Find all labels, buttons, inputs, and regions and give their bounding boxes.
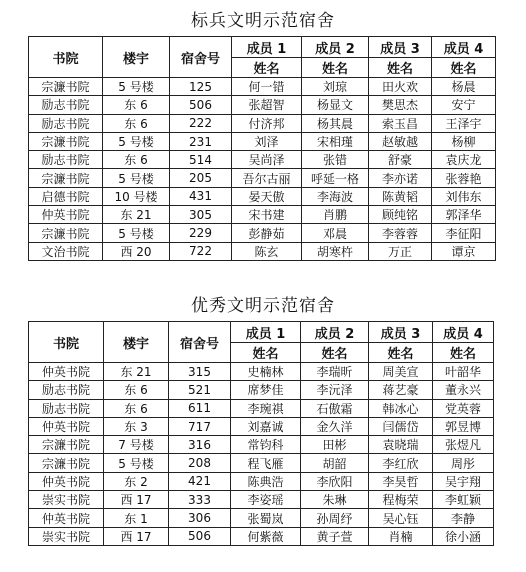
cell-member-2: 金久洋: [301, 417, 369, 435]
table-row: [29, 491, 494, 509]
cell-room: 305: [170, 206, 232, 224]
cell-room: 506: [169, 527, 231, 545]
cell-member-2: 呼延一格: [302, 169, 369, 187]
table-row: [29, 187, 496, 205]
cell-room: 125: [170, 78, 232, 96]
header-academy: 书院: [29, 322, 104, 363]
table-row: [29, 381, 494, 399]
cell-member-1: 吴尚泽: [232, 151, 302, 169]
cell-building: 5 号楼: [103, 224, 170, 242]
header-name: 姓名: [432, 58, 496, 78]
cell-member-2: 邓晨: [302, 224, 369, 242]
cell-member-2: 李瑞昕: [301, 363, 369, 381]
cell-building: 西 17: [104, 527, 169, 545]
header-name: 姓名: [302, 58, 369, 78]
cell-member-1: 常钧科: [231, 436, 301, 454]
cell-member-2: 张错: [302, 151, 369, 169]
cell-member-1: 刘嘉诚: [231, 417, 301, 435]
cell-member-4: 党英蓉: [433, 399, 494, 417]
cell-building: 5 号楼: [103, 132, 170, 150]
cell-member-2: 田彬: [301, 436, 369, 454]
cell-member-3: 肖楠: [369, 527, 433, 545]
table1-body: [29, 78, 496, 261]
cell-room: 611: [169, 399, 231, 417]
table-row: [29, 363, 494, 381]
table1: [28, 36, 496, 261]
header-member-3: 成员 3: [369, 37, 432, 58]
header-member-1: 成员 1: [231, 322, 301, 343]
cell-member-3: 赵敏越: [369, 132, 432, 150]
cell-member-3: 蒋艺豪: [369, 381, 433, 399]
cell-room: 222: [170, 114, 232, 132]
cell-member-4: 董永兴: [433, 381, 494, 399]
cell-member-2: 朱琳: [301, 491, 369, 509]
cell-academy: 宗濂书院: [29, 78, 103, 96]
cell-room: 333: [169, 491, 231, 509]
table-row: [29, 509, 494, 527]
cell-room: 306: [169, 509, 231, 527]
cell-member-1: 何紫薇: [231, 527, 301, 545]
cell-academy: 仲英书院: [29, 509, 104, 527]
table-row: [29, 417, 494, 435]
cell-academy: 仲英书院: [29, 363, 104, 381]
table-row: [29, 224, 496, 242]
cell-building: 西 20: [103, 242, 170, 260]
cell-member-2: 胡寒杵: [302, 242, 369, 260]
cell-member-2: 李沅泽: [301, 381, 369, 399]
cell-member-3: 李亦诺: [369, 169, 432, 187]
cell-member-4: 杨柳: [432, 132, 496, 150]
table2: [28, 321, 494, 546]
header-building: 楼宇: [103, 37, 170, 78]
table-row: [29, 436, 494, 454]
table1-title: 标兵文明示范宿舍: [191, 11, 335, 31]
cell-building: 东 3: [104, 417, 169, 435]
table-row: [29, 454, 494, 472]
table-row: [29, 206, 496, 224]
cell-member-3: 田火欢: [369, 78, 432, 96]
cell-academy: 宗濂书院: [29, 132, 103, 150]
cell-member-2: 杨显文: [302, 96, 369, 114]
cell-member-1: 李琬祺: [231, 399, 301, 417]
cell-room: 208: [169, 454, 231, 472]
cell-member-3: 韩冰心: [369, 399, 433, 417]
cell-room: 514: [170, 151, 232, 169]
cell-room: 717: [169, 417, 231, 435]
cell-room: 506: [170, 96, 232, 114]
cell-member-2: 石傲霜: [301, 399, 369, 417]
cell-member-4: 李虹颖: [433, 491, 494, 509]
cell-academy: 励志书院: [29, 399, 104, 417]
cell-member-2: 孙周纾: [301, 509, 369, 527]
header-room: 宿舍号: [169, 322, 231, 363]
cell-member-4: 杨晨: [432, 78, 496, 96]
cell-building: 东 6: [103, 96, 170, 114]
cell-member-1: 刘泽: [232, 132, 302, 150]
cell-member-3: 舒豪: [369, 151, 432, 169]
header-member-2: 成员 2: [302, 37, 369, 58]
cell-member-4: 谭京: [432, 242, 496, 260]
cell-academy: 仲英书院: [29, 206, 103, 224]
cell-member-3: 樊思杰: [369, 96, 432, 114]
cell-member-4: 安宁: [432, 96, 496, 114]
cell-academy: 励志书院: [29, 381, 104, 399]
cell-member-3: 程梅荣: [369, 491, 433, 509]
cell-member-4: 郭昱博: [433, 417, 494, 435]
cell-academy: 仲英书院: [29, 417, 104, 435]
cell-member-3: 李红欣: [369, 454, 433, 472]
header-member-2: 成员 2: [301, 322, 369, 343]
cell-member-2: 黄子萱: [301, 527, 369, 545]
header-name: 姓名: [232, 58, 302, 78]
table-row: [29, 96, 496, 114]
table-row: [29, 399, 494, 417]
header-building: 楼宇: [104, 322, 169, 363]
cell-member-2: 肖鹏: [302, 206, 369, 224]
cell-room: 421: [169, 472, 231, 490]
cell-member-1: 宋书建: [232, 206, 302, 224]
cell-member-1: 史楠林: [231, 363, 301, 381]
cell-academy: 宗濂书院: [29, 436, 104, 454]
cell-member-4: 张煜凡: [433, 436, 494, 454]
header-member-4: 成员 4: [432, 37, 496, 58]
cell-academy: 励志书院: [29, 114, 103, 132]
cell-building: 西 17: [104, 491, 169, 509]
cell-member-3: 索玉昌: [369, 114, 432, 132]
table-row: [29, 527, 494, 545]
cell-building: 东 21: [103, 206, 170, 224]
cell-building: 东 1: [104, 509, 169, 527]
cell-building: 5 号楼: [104, 454, 169, 472]
cell-room: 315: [169, 363, 231, 381]
header-name: 姓名: [301, 343, 369, 363]
cell-member-2: 宋相瑾: [302, 132, 369, 150]
cell-member-4: 王泽宇: [432, 114, 496, 132]
cell-academy: 崇实书院: [29, 491, 104, 509]
cell-member-3: 袁晓瑞: [369, 436, 433, 454]
header-name: 姓名: [369, 343, 433, 363]
cell-room: 229: [170, 224, 232, 242]
cell-academy: 励志书院: [29, 96, 103, 114]
header-room: 宿舍号: [170, 37, 232, 78]
cell-room: 521: [169, 381, 231, 399]
cell-room: 231: [170, 132, 232, 150]
cell-member-3: 顾纯铭: [369, 206, 432, 224]
cell-member-1: 李姿瑶: [231, 491, 301, 509]
cell-member-3: 闫儒岱: [369, 417, 433, 435]
cell-member-1: 席梦佳: [231, 381, 301, 399]
cell-member-1: 付济邦: [232, 114, 302, 132]
cell-academy: 宗濂书院: [29, 454, 104, 472]
cell-member-2: 胡韶: [301, 454, 369, 472]
table-row: [29, 151, 496, 169]
cell-room: 431: [170, 187, 232, 205]
header-member-1: 成员 1: [232, 37, 302, 58]
table-row: [29, 169, 496, 187]
cell-member-3: 吴心钰: [369, 509, 433, 527]
cell-member-4: 吴宇翔: [433, 472, 494, 490]
cell-member-1: 晏天傲: [232, 187, 302, 205]
cell-member-1: 陈玄: [232, 242, 302, 260]
table-row: [29, 114, 496, 132]
cell-building: 东 6: [104, 399, 169, 417]
cell-member-4: 郭泽华: [432, 206, 496, 224]
cell-member-1: 何一错: [232, 78, 302, 96]
table2-body: [29, 363, 494, 546]
header-name: 姓名: [433, 343, 494, 363]
cell-academy: 仲英书院: [29, 472, 104, 490]
cell-building: 东 6: [103, 114, 170, 132]
cell-room: 205: [170, 169, 232, 187]
cell-building: 东 2: [104, 472, 169, 490]
cell-member-3: 李蓉蓉: [369, 224, 432, 242]
cell-member-1: 陈典浩: [231, 472, 301, 490]
cell-member-1: 张超智: [232, 96, 302, 114]
cell-building: 东 6: [103, 151, 170, 169]
cell-academy: 宗濂书院: [29, 224, 103, 242]
cell-building: 5 号楼: [103, 78, 170, 96]
table-row: [29, 78, 496, 96]
cell-member-4: 张蓉艳: [432, 169, 496, 187]
table-row: [29, 242, 496, 260]
cell-member-4: 李征阳: [432, 224, 496, 242]
cell-member-3: 陈黄韬: [369, 187, 432, 205]
table2-title: 优秀文明示范宿舍: [191, 296, 335, 316]
cell-member-4: 袁庆龙: [432, 151, 496, 169]
cell-academy: 励志书院: [29, 151, 103, 169]
cell-building: 5 号楼: [103, 169, 170, 187]
cell-member-1: 彭静茹: [232, 224, 302, 242]
cell-member-2: 刘琼: [302, 78, 369, 96]
cell-room: 316: [169, 436, 231, 454]
cell-member-3: 周美宣: [369, 363, 433, 381]
cell-member-4: 李静: [433, 509, 494, 527]
cell-academy: 宗濂书院: [29, 169, 103, 187]
table-row: [29, 472, 494, 490]
cell-member-3: 李昊哲: [369, 472, 433, 490]
cell-building: 东 6: [104, 381, 169, 399]
cell-member-1: 吾尔古丽: [232, 169, 302, 187]
cell-member-4: 叶韶华: [433, 363, 494, 381]
cell-member-2: 李海波: [302, 187, 369, 205]
cell-member-2: 李欣阳: [301, 472, 369, 490]
cell-member-2: 杨其晨: [302, 114, 369, 132]
cell-member-1: 张蜀岚: [231, 509, 301, 527]
cell-academy: 启德书院: [29, 187, 103, 205]
cell-member-1: 程飞雁: [231, 454, 301, 472]
cell-building: 7 号楼: [104, 436, 169, 454]
cell-member-4: 周彤: [433, 454, 494, 472]
cell-building: 东 21: [104, 363, 169, 381]
cell-academy: 崇实书院: [29, 527, 104, 545]
header-member-4: 成员 4: [433, 322, 494, 343]
header-academy: 书院: [29, 37, 103, 78]
cell-building: 10 号楼: [103, 187, 170, 205]
cell-member-4: 徐小涵: [433, 527, 494, 545]
header-name: 姓名: [231, 343, 301, 363]
header-member-3: 成员 3: [369, 322, 433, 343]
cell-member-3: 万正: [369, 242, 432, 260]
table-row: [29, 132, 496, 150]
cell-member-4: 刘伟东: [432, 187, 496, 205]
header-name: 姓名: [369, 58, 432, 78]
cell-room: 722: [170, 242, 232, 260]
cell-academy: 文治书院: [29, 242, 103, 260]
